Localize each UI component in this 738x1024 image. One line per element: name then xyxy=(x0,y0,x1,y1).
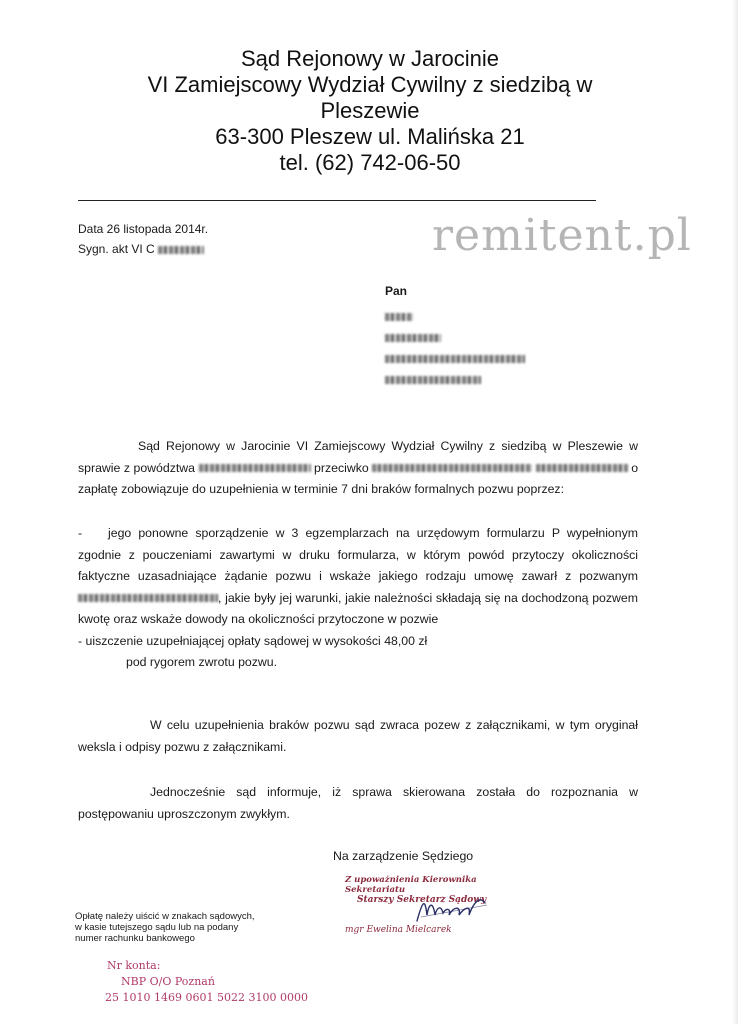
stamp-line-3: mgr Ewelina Mielcarek xyxy=(345,925,452,935)
account-label: Nr konta: xyxy=(107,959,161,972)
watermark: remitent.pl xyxy=(432,210,692,261)
case-reference-prefix: Sygn. akt VI C xyxy=(78,242,155,256)
rigor-note: pod rygorem zwrotu pozwu. xyxy=(126,655,278,669)
document-date: Data 26 listopada 2014r. xyxy=(78,222,209,236)
requirement-text-2: , jakie były jej warunki, jakie należności składają się na dochodzoną pozwem kwotę oraz wskaże dowody na okoliczności przytoczone w pozwie xyxy=(78,590,638,626)
fee-note-line: Opłatę należy uiścić w znakach sądowych, xyxy=(75,911,255,922)
fee-note xyxy=(75,911,305,944)
summons-text-3: o zapłatę zobowiązuje do uzupełnienia w terminie 7 dni braków formalnych pozwu poprzez: xyxy=(78,460,639,496)
court-division-line2: Pleszewie xyxy=(320,98,420,123)
summons-text-2: przeciwko xyxy=(314,460,369,475)
handwritten-signature xyxy=(415,893,495,927)
redacted-addressee-line xyxy=(385,369,525,390)
court-phone: tel. (62) 742-06-50 xyxy=(279,150,461,175)
requirement-text-1: jego ponowne sporządzenie w 3 egzemplarzach na urzędowym formularzu P wypełnionym zgodnie z pouczeniami zawartymi w druku formularza, w którym powód przytoczy okoliczności faktyczne uzasadniające żądanie pozwu i wskaże jakiego rodzaju umowę zawarł z pozwanym xyxy=(78,526,638,583)
fee-note-line: w kasie tutejszego sądu lub na podany xyxy=(75,922,239,933)
account-number: 25 1010 1469 0601 5022 3100 0000 xyxy=(105,991,308,1004)
addressee-salutation: Pan xyxy=(385,284,408,298)
redacted-addressee-line xyxy=(385,348,525,369)
requirements-list xyxy=(78,523,638,674)
redacted-defendant xyxy=(536,464,628,472)
paragraph-summons xyxy=(78,436,638,501)
requirement-item: - uiszczenie uzupełniającej opłaty sądowej w wysokości 48,00 zł xyxy=(78,633,428,648)
redacted-plaintiff xyxy=(199,464,311,472)
court-division-line1: VI Zamiejscowy Wydział Cywilny z siedzibą w xyxy=(147,72,593,97)
account-bank: NBP O/O Poznań xyxy=(121,975,215,988)
paragraph-return: W celu uzupełnienia braków pozwu sąd zwraca pozew z załącznikami, w tym oryginał weksla i odpisy pozwu z załącznikami. xyxy=(78,718,638,754)
addressee-block xyxy=(385,284,525,390)
account-stamp xyxy=(107,958,308,1006)
stamp-line-2: Starszy Sekretarz Sądowy xyxy=(357,895,487,905)
court-name: Sąd Rejonowy w Jarocinie xyxy=(240,46,500,71)
header-divider xyxy=(78,200,596,201)
case-reference xyxy=(78,239,208,259)
document-meta xyxy=(78,219,208,259)
judge-order: Na zarządzenie Sędziego xyxy=(333,849,474,863)
summons-text-1: Sąd Rejonowy w Jarocinie VI Zamiejscowy Wydział Cywilny z siedzibą w Pleszewie w sprawie z powództwa xyxy=(78,439,638,475)
redacted-defendant xyxy=(372,464,532,472)
paragraph-procedure: Jednocześnie sąd informuje, iż sprawa skierowana została do rozpoznania w postępowaniu uproszczonym zwykłym. xyxy=(78,785,638,821)
stamp-line-1: Z upoważnienia Kierownika Sekretariatu xyxy=(345,875,477,895)
fee-note-line: numer rachunku bankowego xyxy=(75,933,195,944)
court-address: 63-300 Pleszew ul. Malińska 21 xyxy=(215,124,525,149)
redacted-defendant xyxy=(78,594,218,602)
requirement-item xyxy=(78,523,638,631)
redacted-case-number xyxy=(158,246,204,254)
list-dash: - xyxy=(78,526,83,540)
page-edge-shadow xyxy=(732,0,738,1024)
redacted-addressee-line xyxy=(385,327,525,348)
court-header xyxy=(40,46,700,176)
redacted-addressee-line xyxy=(385,306,525,327)
